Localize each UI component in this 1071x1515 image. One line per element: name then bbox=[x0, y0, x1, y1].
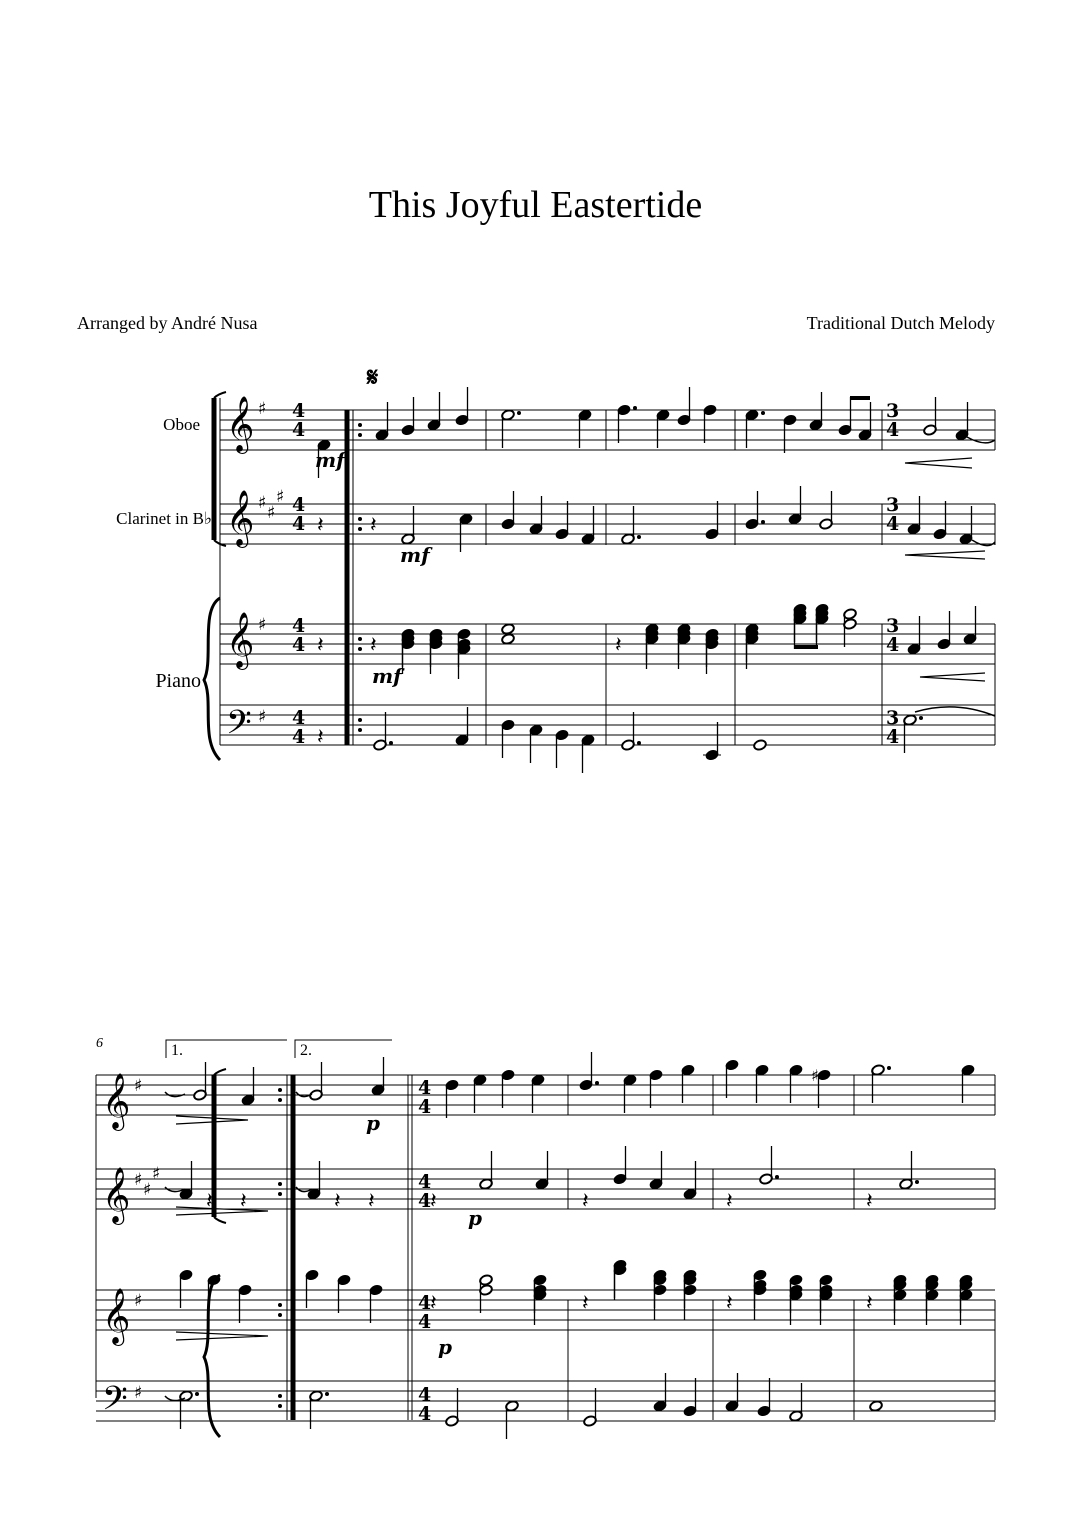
note-head bbox=[899, 1151, 919, 1190]
dynamic-p: p bbox=[366, 1111, 380, 1135]
note-head bbox=[819, 491, 833, 530]
quarter-rest-icon: 𝄽 bbox=[240, 1189, 247, 1214]
note-head bbox=[681, 1064, 695, 1103]
ties bbox=[165, 1092, 312, 1401]
time-signatures-system-2 bbox=[418, 1077, 431, 1425]
time-sig-top: 4 bbox=[418, 1384, 432, 1406]
note-head bbox=[193, 1062, 207, 1101]
note-head bbox=[371, 1057, 385, 1096]
note-head bbox=[583, 1388, 597, 1427]
time-sig-top: 3 bbox=[886, 707, 900, 729]
note-head bbox=[653, 1373, 667, 1412]
instrument-label-piano: Piano bbox=[155, 670, 201, 692]
note-head bbox=[531, 1074, 545, 1113]
note-head bbox=[529, 724, 543, 763]
quarter-rest-icon: 𝄽 bbox=[368, 1189, 375, 1214]
quarter-rest-icon: 𝄽 bbox=[317, 513, 324, 538]
piano-lh-notes-system-1 bbox=[373, 707, 923, 773]
note-head bbox=[445, 1388, 459, 1427]
quarter-rest-icon: 𝄽 bbox=[582, 1189, 589, 1214]
ending-label-2: 2. bbox=[300, 1042, 312, 1059]
instrument-label-oboe: Oboe bbox=[163, 415, 200, 434]
barlines-system-2 bbox=[287, 1075, 995, 1420]
note-head bbox=[501, 491, 515, 530]
bass-clef-icon: 𝄢 bbox=[226, 704, 252, 750]
note-head bbox=[479, 1151, 493, 1190]
composer-credit: Traditional Dutch Melody bbox=[806, 313, 995, 333]
repeat-dots bbox=[358, 423, 362, 732]
note-head bbox=[937, 611, 951, 650]
dynamic-mf: mf bbox=[315, 448, 345, 472]
note-head bbox=[961, 1064, 975, 1103]
note-head bbox=[703, 404, 717, 443]
sharp-icon: ♯ bbox=[152, 1164, 161, 1184]
decrescendo-hairpins bbox=[176, 1116, 268, 1340]
time-sig-bottom: 4 bbox=[418, 1096, 432, 1118]
quarter-rest-icon: 𝄽 bbox=[370, 633, 377, 658]
note-head bbox=[955, 402, 969, 441]
time-sig-bottom: 4 bbox=[886, 513, 900, 535]
clefs-system-2 bbox=[102, 1073, 130, 1426]
note-head bbox=[623, 1074, 637, 1113]
note-head bbox=[445, 1079, 459, 1118]
note-head bbox=[501, 623, 515, 635]
note-head bbox=[705, 501, 719, 540]
note-head bbox=[529, 496, 543, 535]
quarter-rest-icon: 𝄽 bbox=[317, 633, 324, 658]
volta-bracket-1 bbox=[166, 1040, 287, 1059]
note-head bbox=[369, 1284, 383, 1323]
sharp-icon: ♯ bbox=[258, 615, 267, 635]
time-sig-top: 4 bbox=[418, 1171, 432, 1193]
sharp-icon: ♯ bbox=[134, 1170, 143, 1190]
sharp-icon: ♯ bbox=[134, 1383, 143, 1403]
dynamic-p: p bbox=[438, 1335, 452, 1359]
quarter-rest-icon: 𝄽 bbox=[726, 1189, 733, 1214]
dynamic-p: p bbox=[468, 1206, 482, 1230]
instrument-label-clarinet: Clarinet in B♭ bbox=[116, 509, 212, 528]
note-head bbox=[473, 1074, 487, 1113]
score-title: This Joyful Eastertide bbox=[368, 184, 703, 226]
note-head bbox=[683, 1161, 697, 1200]
time-sig-bottom: 4 bbox=[292, 634, 306, 656]
time-sig-bottom: 4 bbox=[292, 726, 306, 748]
note-head bbox=[427, 392, 441, 431]
sharp-icon: ♯ bbox=[276, 487, 285, 507]
note-head bbox=[907, 496, 921, 535]
note-head bbox=[649, 1069, 663, 1108]
sharp-icon: ♯ bbox=[258, 399, 267, 419]
note-head bbox=[621, 506, 641, 545]
sharp-icon: ♯ bbox=[143, 1180, 152, 1200]
note-head bbox=[401, 397, 415, 436]
clefs-system-1 bbox=[226, 396, 254, 750]
note-head bbox=[788, 486, 802, 525]
sharp-icon: ♯ bbox=[134, 1076, 143, 1096]
time-sig-top: 4 bbox=[418, 1292, 432, 1314]
note-head bbox=[179, 1390, 199, 1429]
time-sig-bottom: 4 bbox=[418, 1311, 432, 1333]
note-head bbox=[959, 506, 973, 545]
time-sig-bottom: 4 bbox=[418, 1403, 432, 1425]
note-head bbox=[656, 409, 670, 448]
sharp-icon: ♯ bbox=[258, 707, 267, 727]
quarter-rest-icon: 𝄽 bbox=[615, 633, 622, 658]
quarter-rest-icon: 𝄽 bbox=[582, 1291, 589, 1316]
staff-lines-system-2 bbox=[96, 1075, 995, 1421]
ending-label-1: 1. bbox=[171, 1042, 183, 1059]
time-sig-top: 4 bbox=[418, 1077, 432, 1099]
note-head bbox=[555, 501, 569, 540]
key-signatures-system-1 bbox=[258, 399, 284, 727]
sharp-icon: ♯ bbox=[134, 1291, 143, 1311]
quarter-rest-icon: 𝄽 bbox=[334, 1189, 341, 1214]
time-signatures-system-1 bbox=[292, 400, 899, 748]
quarter-rest-icon: 𝄽 bbox=[206, 1189, 213, 1214]
time-sig-top: 3 bbox=[886, 400, 900, 422]
time-sig-bottom: 4 bbox=[292, 513, 306, 535]
volta-bracket-2 bbox=[295, 1040, 392, 1059]
note-head bbox=[683, 1378, 697, 1417]
note-head bbox=[907, 616, 921, 655]
note-head bbox=[179, 1161, 193, 1200]
note-head bbox=[809, 392, 823, 431]
treble-clef-icon: 𝄞 bbox=[102, 1167, 131, 1223]
note-head bbox=[501, 409, 521, 448]
quarter-rest-icon: 𝄽 bbox=[866, 1291, 873, 1316]
time-sig-top: 4 bbox=[292, 707, 306, 729]
piano-lh-notes-system-2 bbox=[179, 1373, 883, 1439]
note-head bbox=[789, 1383, 803, 1422]
note-head bbox=[963, 606, 977, 645]
note-head bbox=[455, 387, 469, 426]
quarter-rest-icon: 𝄽 bbox=[370, 513, 377, 538]
quarter-rest-icon: 𝄽 bbox=[726, 1291, 733, 1316]
note-head bbox=[535, 1151, 549, 1190]
note-head bbox=[375, 402, 389, 441]
note-head bbox=[309, 1390, 329, 1429]
note-head bbox=[869, 1400, 883, 1412]
note-head bbox=[238, 1284, 252, 1323]
treble-clef-icon: 𝄞 bbox=[102, 1073, 131, 1129]
repeat-dots bbox=[278, 1088, 282, 1408]
note-head bbox=[555, 729, 569, 768]
piano-brace bbox=[204, 598, 220, 1437]
measure-number: 6 bbox=[96, 1036, 103, 1051]
quarter-rest-icon: 𝄽 bbox=[430, 1291, 437, 1316]
note-head bbox=[401, 506, 415, 545]
rests bbox=[206, 513, 873, 1316]
note-head bbox=[753, 739, 767, 751]
treble-clef-icon: 𝄞 bbox=[226, 612, 255, 668]
note-head bbox=[858, 402, 872, 441]
note-head bbox=[581, 734, 595, 773]
note-head bbox=[578, 409, 592, 448]
time-sig-bottom: 4 bbox=[886, 419, 900, 441]
note-head bbox=[817, 1069, 831, 1108]
note-head bbox=[677, 387, 691, 426]
note-head bbox=[871, 1064, 891, 1103]
key-signatures-system-2 bbox=[134, 1076, 160, 1403]
time-sig-bottom: 4 bbox=[418, 1190, 432, 1212]
note-head bbox=[725, 1059, 739, 1098]
note-head bbox=[789, 1064, 803, 1103]
note-head bbox=[581, 506, 595, 545]
note-head bbox=[305, 1269, 319, 1308]
note-head bbox=[649, 1151, 663, 1190]
dynamic-mf: mf bbox=[372, 664, 402, 688]
treble-clef-icon: 𝄞 bbox=[226, 490, 255, 546]
time-sig-top: 4 bbox=[292, 494, 306, 516]
note-head bbox=[179, 1269, 193, 1308]
note-head bbox=[501, 633, 515, 645]
quarter-rest-icon: 𝄽 bbox=[317, 725, 324, 750]
note-head bbox=[241, 1067, 255, 1106]
ties bbox=[915, 437, 995, 716]
bass-clef-icon: 𝄢 bbox=[102, 1380, 128, 1426]
note-head bbox=[838, 397, 852, 436]
note-head bbox=[307, 1161, 321, 1200]
note-head bbox=[745, 409, 765, 448]
note-head bbox=[505, 1400, 519, 1439]
time-sig-bottom: 4 bbox=[886, 726, 900, 748]
note-head bbox=[337, 1274, 351, 1313]
sharp-icon: ♯ bbox=[811, 1066, 819, 1085]
time-sig-top: 3 bbox=[886, 615, 900, 637]
time-sig-top: 4 bbox=[292, 615, 306, 637]
time-sig-top: 3 bbox=[886, 494, 900, 516]
oboe-notes-system-1 bbox=[317, 387, 969, 478]
note-head bbox=[903, 714, 923, 753]
time-sig-bottom: 4 bbox=[292, 419, 306, 441]
quarter-rest-icon: 𝄽 bbox=[866, 1189, 873, 1214]
note-head bbox=[455, 707, 469, 746]
note-head bbox=[501, 719, 515, 758]
note-head bbox=[923, 397, 937, 436]
note-head bbox=[755, 1064, 769, 1103]
quarter-rest-icon: 𝄽 bbox=[430, 1189, 437, 1214]
time-sig-bottom: 4 bbox=[886, 634, 900, 656]
note-head bbox=[207, 1274, 221, 1313]
sharp-icon: ♯ bbox=[267, 503, 276, 523]
time-sig-top: 4 bbox=[292, 400, 306, 422]
treble-clef-icon: 𝄞 bbox=[226, 396, 255, 452]
clarinet-notes-system-2 bbox=[179, 1146, 919, 1200]
note-head bbox=[725, 1373, 739, 1412]
note-head bbox=[613, 1146, 627, 1185]
segno-icon: 𝄋 bbox=[367, 363, 379, 393]
note-head bbox=[459, 513, 473, 552]
note-head bbox=[501, 1069, 515, 1108]
note-head bbox=[757, 1378, 771, 1417]
note-head bbox=[783, 414, 797, 453]
sharp-icon: ♯ bbox=[258, 493, 267, 513]
arranger-credit: Arranged by André Nusa bbox=[77, 313, 258, 333]
dynamic-mf: mf bbox=[400, 543, 430, 567]
note-head bbox=[933, 501, 947, 540]
treble-clef-icon: 𝄞 bbox=[102, 1288, 131, 1344]
